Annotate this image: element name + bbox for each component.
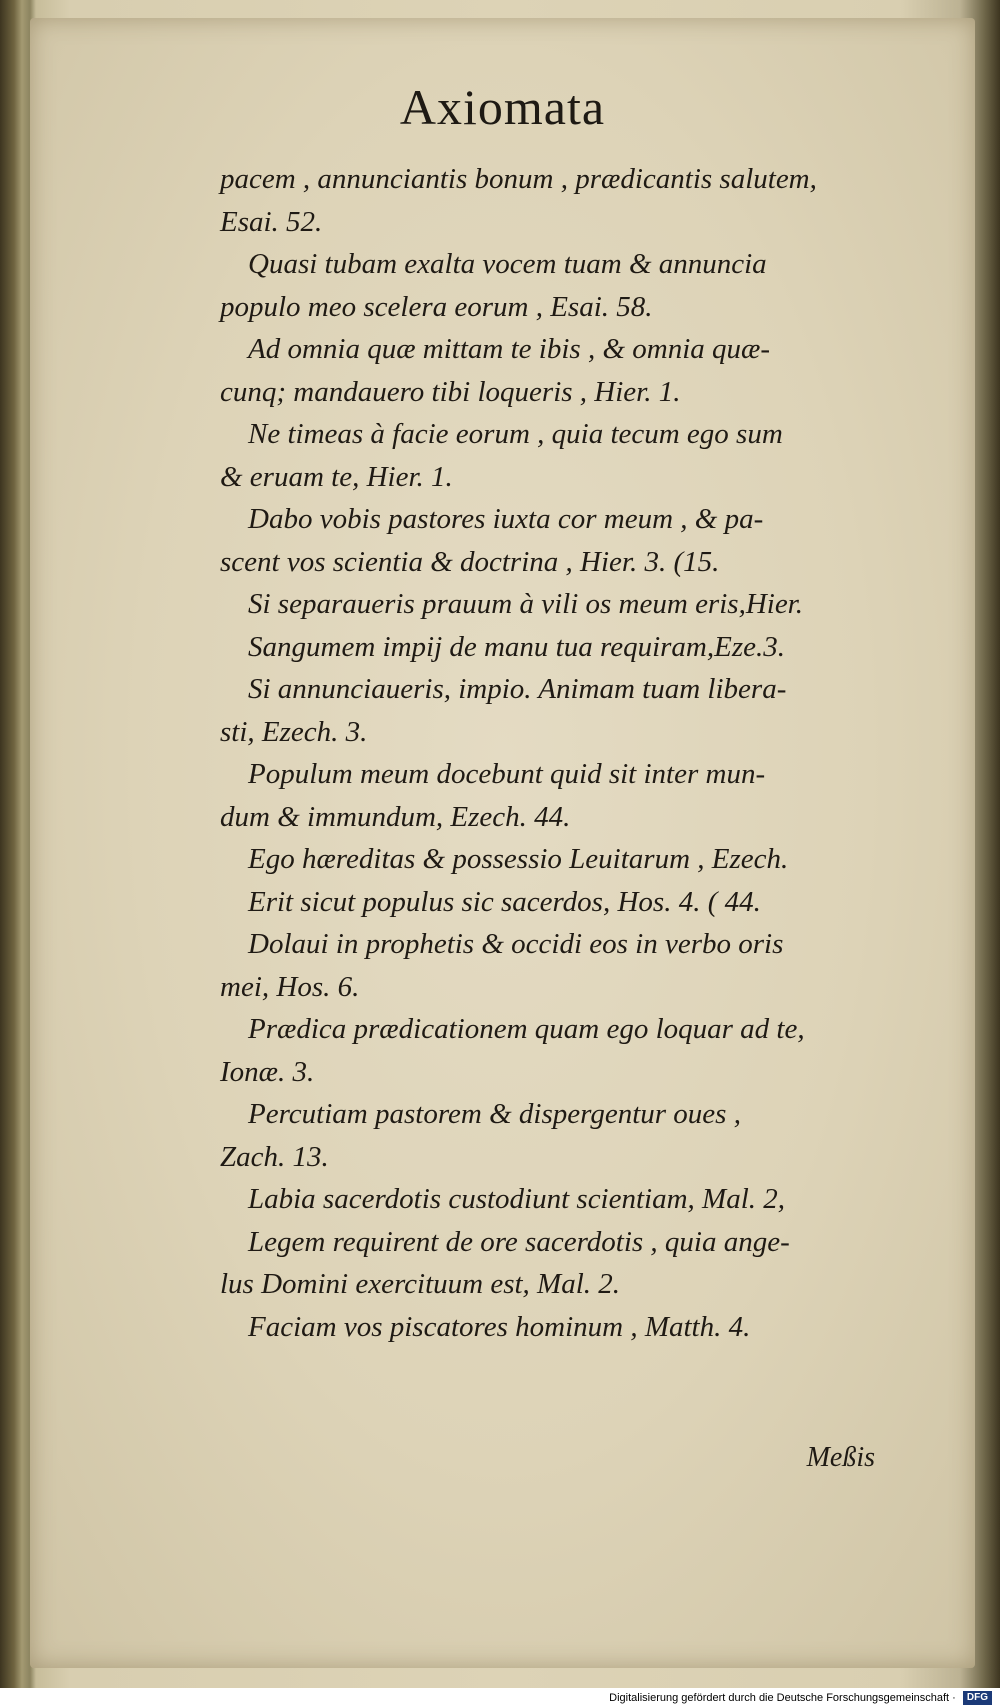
text-line: populo meo scelera eorum , Esai. 58. (220, 290, 653, 323)
book-page (30, 18, 975, 1668)
text-line: Populum meum docebunt quid sit inter mun- (248, 758, 766, 790)
text-line: dum & immundum, Ezech. 44. (220, 800, 571, 833)
text-line: & eruam te, Hier. 1. (220, 460, 453, 493)
catchword: Meßis (806, 1442, 875, 1473)
digitization-credit-bar (0, 1688, 1000, 1708)
text-line: Ego hæreditas & possessio Leuitarum , Ezech. (248, 843, 789, 875)
text-line: Sangumem impij de manu tua requiram,Eze.3. (248, 630, 785, 663)
text-line: Percutiam pastorem & dispergentur oues , (248, 1098, 741, 1130)
body-text (220, 158, 965, 1348)
text-line: Prædica prædicationem quam ego loquar ad te, (248, 1013, 805, 1045)
text-line: Ionæ. 3. (220, 1055, 315, 1088)
text-line: Ad omnia quæ mittam te ibis , & omnia quæ- (248, 333, 770, 365)
text-line: scent vos scientia & doctrina , Hier. 3. (15. (220, 545, 720, 578)
text-line: lus Domini exercituum est, Mal. 2. (220, 1268, 621, 1300)
text-line: Zach. 13. (220, 1140, 329, 1173)
text-line: Si separaueris prauum à vili os meum eris,Hier. (248, 588, 804, 620)
text-line: sti, Ezech. 3. (220, 715, 368, 748)
text-line: Ne timeas à facie eorum , quia tecum ego sum (248, 418, 783, 450)
running-head: Axiomata (399, 79, 606, 135)
text-line: mei, Hos. 6. (220, 970, 360, 1003)
digitization-credit: Digitalisierung gefördert durch die Deutsche Forschungsgemeinschaft · (609, 1692, 956, 1704)
text-line: Si annunciaueris, impio. Animam tuam libera- (248, 673, 787, 705)
text-line: Esai. 52. (220, 205, 323, 238)
text-line: cunq; mandauero tibi loqueris , Hier. 1. (220, 375, 681, 408)
text-line: Quasi tubam exalta vocem tuam & annuncia (248, 248, 767, 280)
text-line: Legem requirent de ore sacerdotis , quia ange- (248, 1225, 790, 1258)
text-line: Dolaui in prophetis & occidi eos in verbo oris (248, 928, 784, 960)
text-line: pacem , annunciantis bonum , prædicantis salutem, (220, 163, 817, 195)
text-line: Dabo vobis pastores iuxta cor meum , & pa- (248, 503, 764, 535)
text-line: Labia sacerdotis custodiunt scientiam, Mal. 2, (248, 1183, 786, 1215)
dfg-logo: DFG (963, 1691, 992, 1705)
text-line: Faciam vos piscatores hominum , Matth. 4. (248, 1310, 751, 1343)
text-line: Erit sicut populus sic sacerdos, Hos. 4. ( 44. (248, 885, 761, 918)
